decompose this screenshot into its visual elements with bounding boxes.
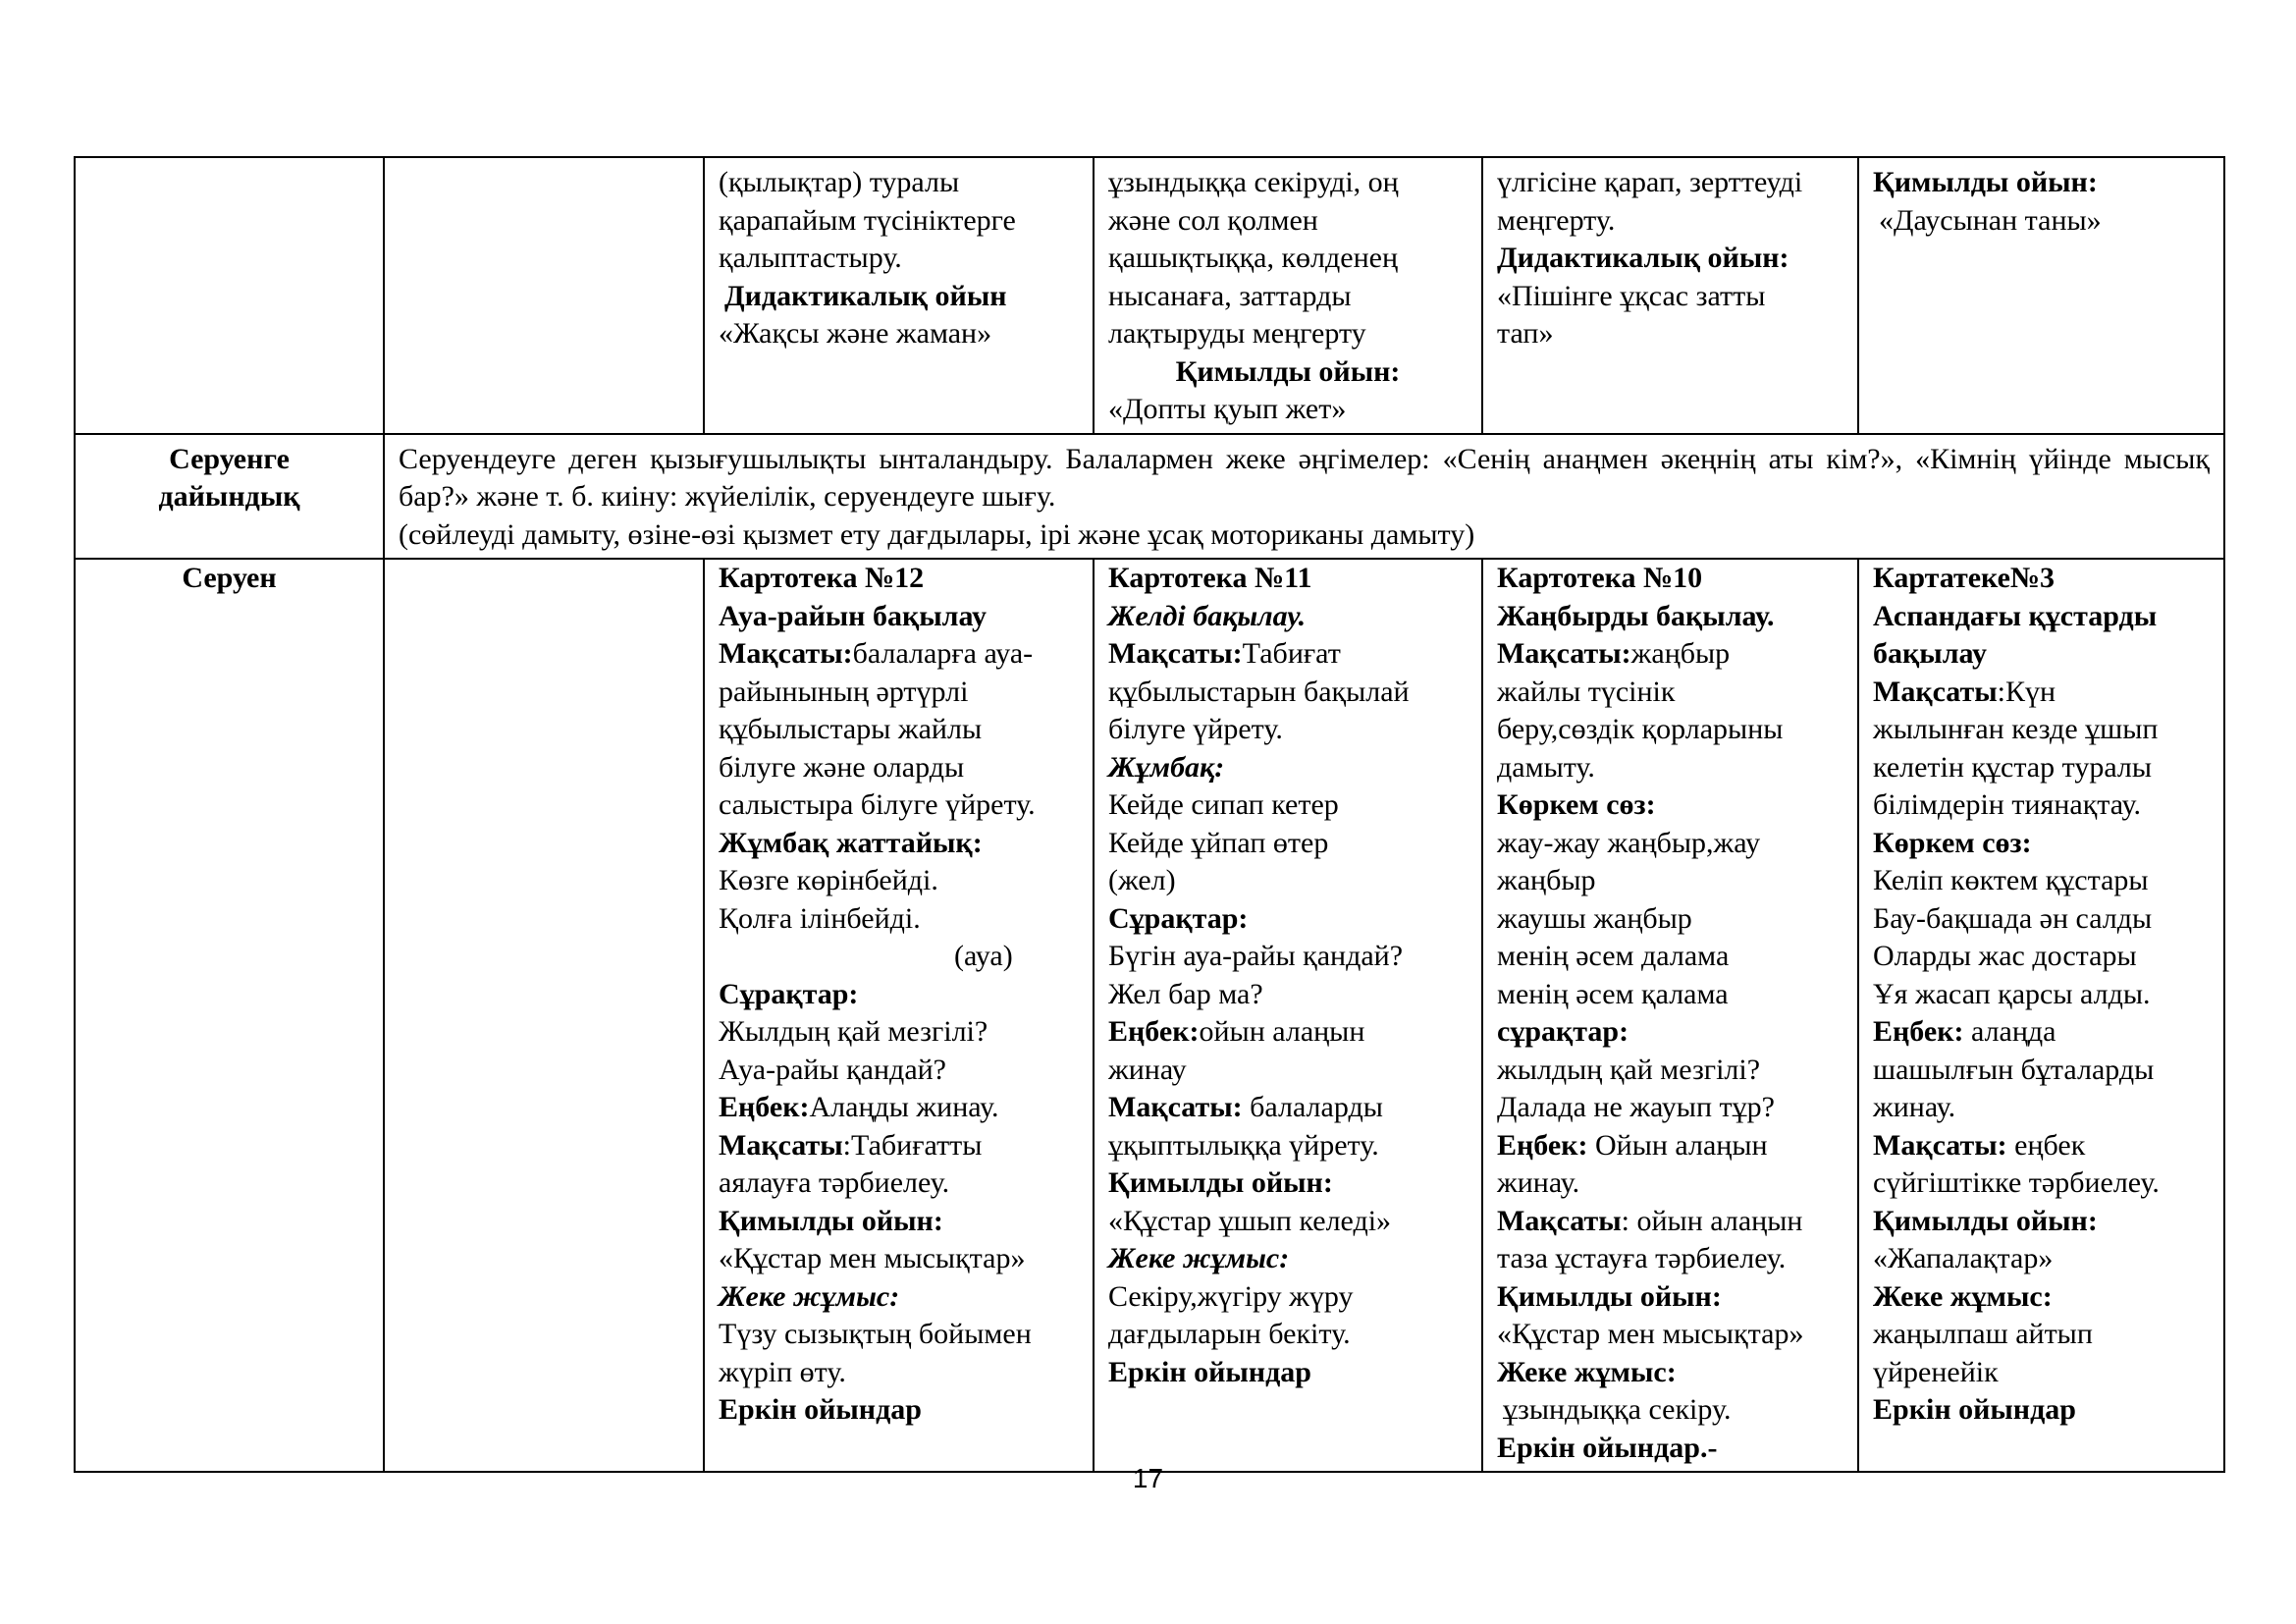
walk-prep-text bbox=[384, 434, 2224, 560]
goal-line: дамыту. bbox=[1497, 750, 1595, 784]
row-continuation bbox=[75, 157, 2224, 434]
walk-prep-skills: (сөйлеуді дамыту, өзіне-өзі қызмет ету дағдылары, ірі және ұсақ моториканы дамыту) bbox=[399, 517, 1475, 551]
goal2-text: :Табиғатты bbox=[842, 1128, 983, 1162]
card-title: Картотека №12 bbox=[719, 562, 925, 594]
goal-line: беру,сөздік қорларыны bbox=[1497, 713, 1784, 745]
individual-work-line: Секіру,жүгіру жүру bbox=[1108, 1279, 1354, 1313]
movement-game-name: «Даусынан таны» bbox=[1879, 203, 2102, 237]
goal-text: :Күн bbox=[1997, 675, 2056, 708]
card-title: Картотека №10 bbox=[1497, 562, 1703, 594]
movement-game-label: Қимылды ойын: bbox=[719, 1204, 943, 1237]
goal-text: балаларға ауа- bbox=[852, 637, 1034, 670]
movement-game-name: «Құстар мен мысықтар» bbox=[1497, 1318, 1804, 1350]
walk-card-3 bbox=[1858, 559, 2224, 1472]
poem-line: жаушы жаңбыр bbox=[1497, 901, 1692, 935]
goal-label: Мақсаты: bbox=[1108, 637, 1243, 670]
poem-line: менің әсем қалама bbox=[1497, 977, 1729, 1010]
questions-label: Сұрақтар: bbox=[1108, 901, 1249, 935]
goal2-text: балаларды bbox=[1242, 1091, 1383, 1123]
cell-row1-col3 bbox=[704, 157, 1094, 434]
goal-line: білуге және оларды bbox=[719, 750, 965, 784]
work-line: жинау bbox=[1108, 1053, 1187, 1086]
poem-line: Келіп көктем құстары bbox=[1873, 864, 2149, 896]
didactic-game-name: тап» bbox=[1497, 317, 1554, 350]
cell-row3-col2 bbox=[384, 559, 704, 1472]
riddle-label: Жұмбақ жаттайық: bbox=[719, 826, 983, 859]
goal2-line: таза ұстауға тәрбиелеу. bbox=[1497, 1242, 1787, 1274]
goal-line: салыстыра білуге үйрету. bbox=[719, 788, 1036, 821]
question: Далада не жауып тұр? bbox=[1497, 1091, 1775, 1123]
goal-line: келетін құстар туралы bbox=[1873, 750, 2153, 784]
goal-line: құбылыстары жайлы bbox=[719, 713, 983, 745]
goal2-line: аялауға тәрбиелеу. bbox=[719, 1166, 950, 1199]
walk-card-12 bbox=[704, 559, 1094, 1472]
riddle-line: Кейде сипап кетер bbox=[1108, 788, 1339, 821]
goal2-label: Мақсаты: bbox=[1873, 1128, 2007, 1162]
goal2-label: Мақсаты bbox=[1497, 1204, 1622, 1237]
didactic-game-label: Дидактикалық ойын: bbox=[1497, 242, 1789, 274]
goal-label: Мақсаты: bbox=[1497, 637, 1631, 670]
card-subtitle: Аспандағы құстарды bbox=[1873, 599, 2158, 632]
text-line: қарапайым түсініктерге bbox=[719, 203, 1016, 237]
riddle-label: Жұмбақ: bbox=[1108, 750, 1225, 784]
card-subtitle: бақылау bbox=[1873, 637, 1988, 670]
goal-text: жаңбыр bbox=[1630, 637, 1731, 670]
poem-line: Бау-бақшада ән салды bbox=[1873, 901, 2153, 935]
didactic-game-name: «Пішінге ұқсас затты bbox=[1497, 279, 1766, 312]
text-line: қашықтыққа, көлденең bbox=[1108, 242, 1399, 274]
goal-line: құбылыстарын бақылай bbox=[1108, 675, 1410, 708]
individual-work-label: Жеке жұмыс: bbox=[1873, 1279, 2053, 1313]
walk-card-11 bbox=[1094, 559, 1482, 1472]
riddle-line: Кейде ұйпап өтер bbox=[1108, 826, 1329, 859]
work-text: алаңда bbox=[1963, 1015, 2056, 1048]
individual-work-line: Түзу сызықтың бойымен bbox=[719, 1318, 1032, 1350]
goal-line: жылынған кезде ұшып bbox=[1873, 713, 2159, 745]
cell-row1-col6 bbox=[1858, 157, 2224, 434]
movement-game-label: Қимылды ойын: bbox=[1497, 1279, 1722, 1313]
question: Ауа-райы қандай? bbox=[719, 1053, 947, 1086]
work-label: Еңбек: bbox=[1873, 1015, 1964, 1048]
question: Жылдың қай мезгілі? bbox=[719, 1015, 988, 1048]
plan-table bbox=[74, 156, 2225, 1473]
goal-line: білуге үйрету. bbox=[1108, 713, 1283, 745]
didactic-game-label: Дидактикалық ойын bbox=[724, 279, 1007, 312]
free-games: Еркін ойындар bbox=[719, 1393, 922, 1426]
goal2-line: ұқыптылыққа үйрету. bbox=[1108, 1128, 1379, 1162]
row-walk bbox=[75, 559, 2224, 1472]
work-label: Еңбек: bbox=[1497, 1128, 1588, 1162]
work-text: ойын алаңын bbox=[1199, 1015, 1365, 1048]
poem-line: Оларды жас достары bbox=[1873, 940, 2137, 972]
work-line: жинау. bbox=[1497, 1166, 1580, 1199]
text-line: ұзындыққа секіруді, оң bbox=[1108, 166, 1399, 198]
walk-label: Серуен bbox=[75, 559, 384, 1472]
question: жылдың қай мезгілі? bbox=[1497, 1053, 1761, 1086]
poem-line: жау-жау жаңбыр,жау bbox=[1497, 826, 1761, 859]
card-subtitle: Желді бақылау. bbox=[1108, 599, 1307, 632]
riddle-answer: (жел) bbox=[1108, 864, 1176, 896]
work-label: Еңбек: bbox=[719, 1091, 810, 1123]
art-word-label: Көркем сөз: bbox=[1497, 788, 1656, 821]
text-line: және сол қолмен bbox=[1108, 203, 1318, 237]
goal-label: Мақсаты: bbox=[719, 637, 853, 670]
free-games: Еркін ойындар bbox=[1108, 1355, 1311, 1388]
text-line: үлгісіне қарап, зерттеуді bbox=[1497, 166, 1803, 198]
cell-row1-col1 bbox=[75, 157, 384, 434]
goal-line: жайлы түсінік bbox=[1497, 675, 1676, 708]
text-line: (қылықтар) туралы bbox=[719, 166, 960, 198]
goal-line: білімдерін тиянақтау. bbox=[1873, 788, 2142, 821]
cell-row1-col5 bbox=[1482, 157, 1858, 434]
walk-prep-label bbox=[75, 434, 384, 560]
walk-card-10 bbox=[1482, 559, 1858, 1472]
movement-game-label: Қимылды ойын: bbox=[1175, 354, 1401, 388]
cell-row1-col2 bbox=[384, 157, 704, 434]
goal-label: Мақсаты bbox=[1873, 675, 1998, 708]
riddle-answer: (ауа) bbox=[954, 940, 1013, 972]
text-line: қалыптастыру. bbox=[719, 242, 902, 274]
work-text: Алаңды жинау. bbox=[809, 1091, 999, 1123]
movement-game-name: «Құстар мен мысықтар» bbox=[719, 1242, 1026, 1274]
goal2-label: Мақсаты: bbox=[1108, 1091, 1243, 1123]
individual-work-line: үйренейік bbox=[1873, 1355, 1999, 1388]
cell-row1-col4 bbox=[1094, 157, 1482, 434]
goal2-line: сүйгіштікке тәрбиелеу. bbox=[1873, 1166, 2160, 1199]
didactic-game-name: «Жақсы және жаман» bbox=[719, 317, 992, 350]
individual-work-line: жүріп өту. bbox=[719, 1355, 846, 1388]
goal2-text: : ойын алаңын bbox=[1621, 1204, 1803, 1237]
row-walk-preparation bbox=[75, 434, 2224, 560]
movement-game-name: «Жапалақтар» bbox=[1873, 1242, 2054, 1274]
individual-work-label: Жеке жұмыс: bbox=[1497, 1355, 1677, 1388]
free-games: Еркін ойындар.- bbox=[1497, 1431, 1718, 1464]
page-number: 17 bbox=[1132, 1463, 1164, 1493]
question: Бүгін ауа-райы қандай? bbox=[1108, 940, 1404, 972]
riddle-line: Қолға ілінбейді. bbox=[719, 901, 921, 935]
individual-work-label: Жеке жұмыс: bbox=[719, 1279, 900, 1313]
individual-work-line: жаңылпаш айтып bbox=[1873, 1318, 2093, 1350]
individual-work-line: дағдыларын бекіту. bbox=[1108, 1318, 1351, 1350]
movement-game-label: Қимылды ойын: bbox=[1873, 1204, 2098, 1237]
work-label: Еңбек: bbox=[1108, 1015, 1200, 1048]
individual-work-label: Жеке жұмыс: bbox=[1108, 1242, 1290, 1274]
work-line: жинау. bbox=[1873, 1091, 1956, 1123]
card-subtitle: Жаңбырды бақылау. bbox=[1497, 599, 1775, 632]
free-games: Еркін ойындар bbox=[1873, 1393, 2076, 1426]
label-line: дайындық bbox=[158, 480, 300, 513]
movement-game-label: Қимылды ойын: bbox=[1873, 166, 2098, 198]
walk-prep-description: Серуендеуге деген қызығушылықты ынталандыру. Балалармен жеке әңгімелер: «Сенің анаңмен әкеңнің аты кім?», «Кімнің үйінде мысық бар?» және т. б. киіну: жүйелілік, серуендеуге шығу. bbox=[399, 442, 2210, 513]
riddle-line: Көзге көрінбейді. bbox=[719, 864, 938, 896]
question: Жел бар ма? bbox=[1108, 977, 1263, 1010]
poem-line: жаңбыр bbox=[1497, 864, 1596, 896]
goal2-label: Мақсаты bbox=[719, 1128, 843, 1162]
text-line: меңгерту. bbox=[1497, 203, 1616, 237]
text-line: лақтыруды меңгерту bbox=[1108, 317, 1366, 350]
card-title: Картотека №11 bbox=[1108, 562, 1312, 594]
work-text: Ойын алаңын bbox=[1587, 1128, 1768, 1162]
goal-line: райынының әртүрлі bbox=[719, 675, 969, 708]
individual-work-line: ұзындыққа секіру. bbox=[1503, 1393, 1732, 1426]
label-line: Серуенге bbox=[169, 442, 290, 475]
goal-text: Табиғат bbox=[1242, 637, 1341, 670]
poem-line: менің әсем далама bbox=[1497, 940, 1730, 972]
poem-line: Ұя жасап қарсы алды. bbox=[1873, 977, 2151, 1010]
questions-label: Сұрақтар: bbox=[719, 977, 859, 1010]
card-subtitle: Ауа-райын бақылау bbox=[719, 599, 987, 632]
questions-label: сұрақтар: bbox=[1497, 1015, 1629, 1048]
card-title: Картатеке№3 bbox=[1873, 562, 2056, 594]
movement-game-name: «Допты қуып жет» bbox=[1108, 393, 1347, 425]
movement-game-label: Қимылды ойын: bbox=[1108, 1166, 1333, 1199]
work-line: шашылғын бұталарды bbox=[1873, 1053, 2155, 1086]
movement-game-name: «Құстар ұшып келеді» bbox=[1108, 1204, 1392, 1237]
art-word-label: Көркем сөз: bbox=[1873, 826, 2032, 859]
text-line: нысанаға, заттарды bbox=[1108, 279, 1352, 312]
goal2-text: еңбек bbox=[2006, 1128, 2086, 1162]
